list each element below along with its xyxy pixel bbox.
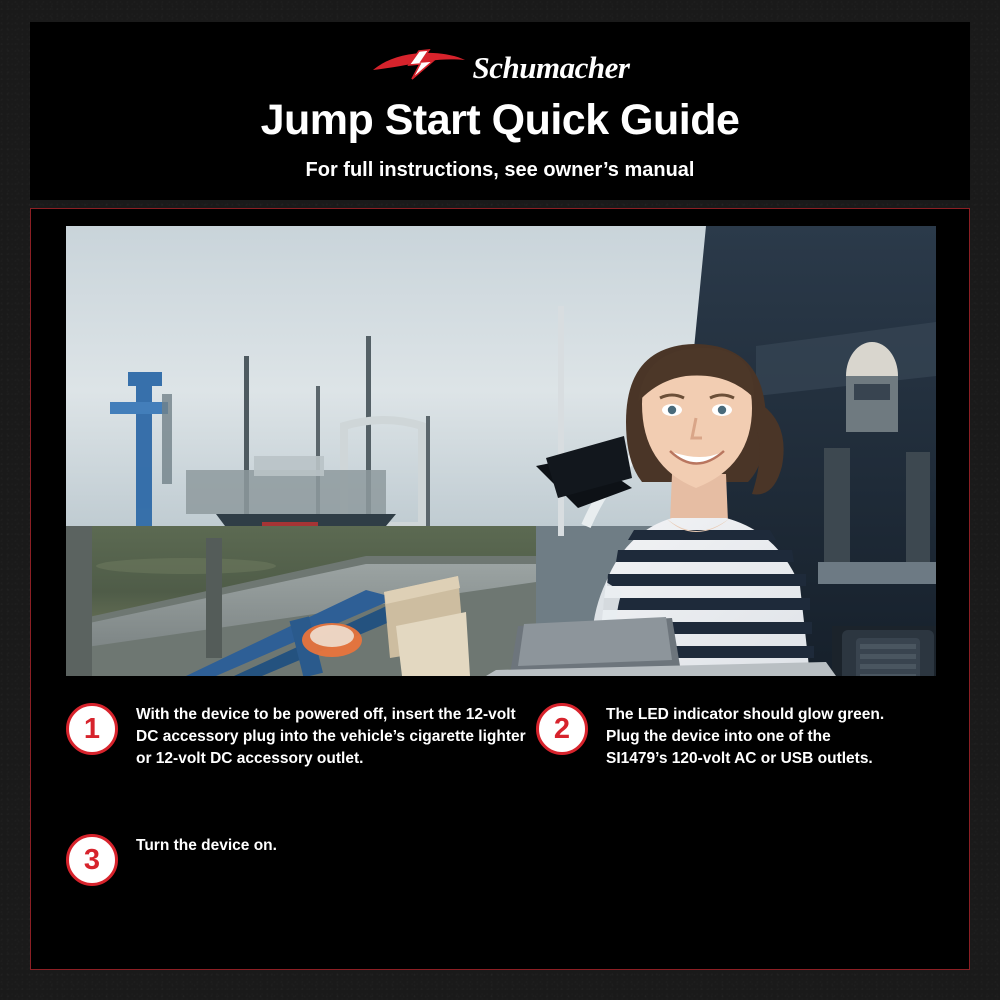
step-text-line: Turn the device on. bbox=[136, 837, 277, 854]
step-text bbox=[136, 701, 526, 770]
step-text-line: SI1479’s 120-volt AC or USB outlets. bbox=[606, 750, 873, 767]
step-item-1 bbox=[66, 701, 536, 770]
step-text bbox=[606, 701, 884, 770]
steps-row-top bbox=[66, 701, 941, 770]
header-band bbox=[30, 22, 970, 200]
step-text bbox=[136, 832, 277, 857]
step-number-badge: 3 bbox=[66, 834, 118, 886]
step-item-2 bbox=[536, 701, 936, 770]
step-number-badge: 1 bbox=[66, 703, 118, 755]
steps-row-bottom bbox=[66, 832, 941, 886]
schumacher-lightning-bolt-logo bbox=[371, 48, 467, 82]
harbor-woman-laptop-photo bbox=[66, 226, 936, 676]
step-text-line: Plug the device into one of the bbox=[606, 728, 831, 745]
step-text-line: or 12-volt DC accessory outlet. bbox=[136, 750, 364, 767]
step-item-3 bbox=[66, 832, 536, 886]
page-subtitle: For full instructions, see owner’s manual bbox=[305, 159, 695, 181]
step-text-line: With the device to be powered off, insert the 12-volt bbox=[136, 706, 516, 723]
step-number-badge: 2 bbox=[536, 703, 588, 755]
page-title: Jump Start Quick Guide bbox=[260, 96, 740, 144]
brand-logo bbox=[371, 47, 630, 83]
step-text-line: The LED indicator should glow green. bbox=[606, 706, 885, 723]
content-panel bbox=[30, 208, 970, 970]
step-text-line: DC accessory plug into the vehicle’s cigarette lighter bbox=[136, 728, 526, 745]
steps-list bbox=[66, 701, 941, 948]
brand-wordmark: Schumacher bbox=[472, 49, 630, 85]
